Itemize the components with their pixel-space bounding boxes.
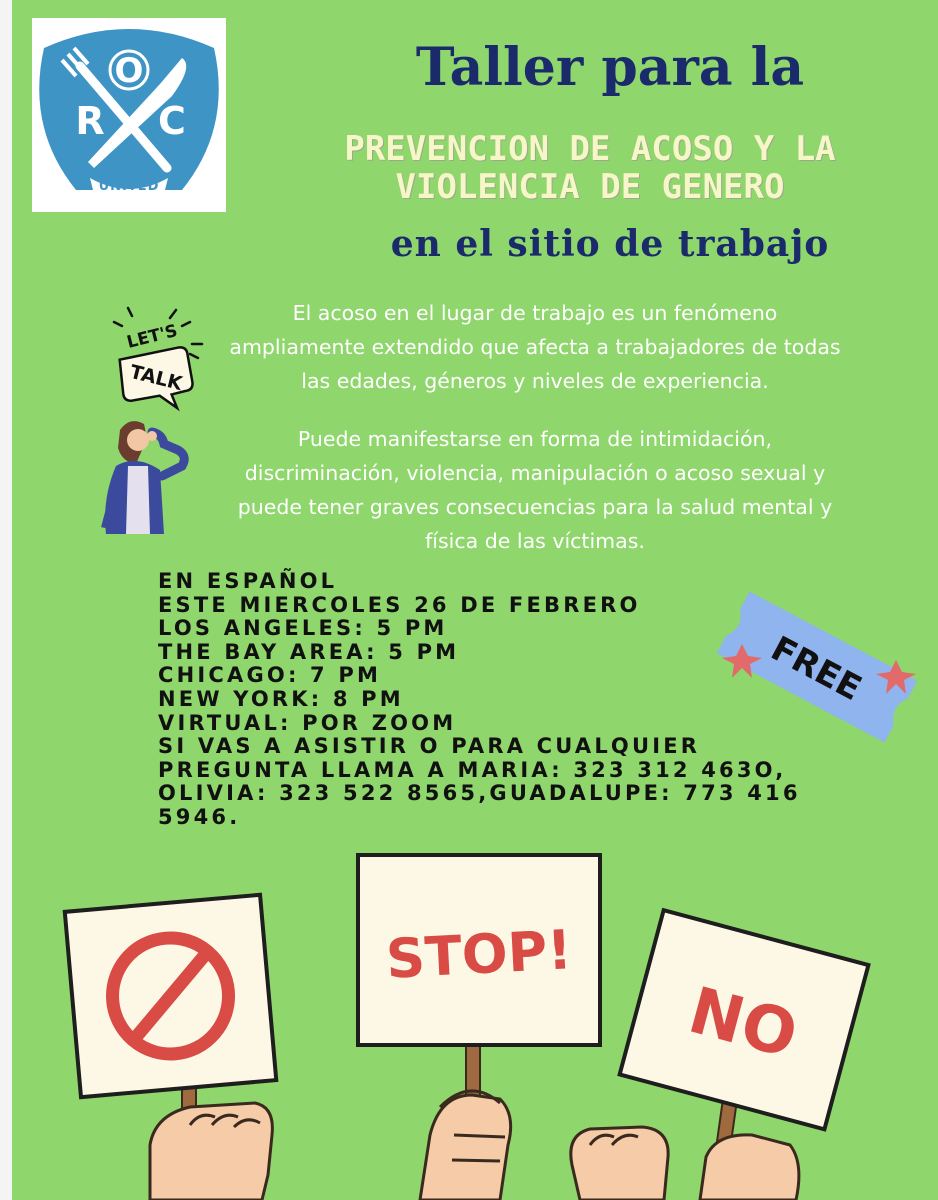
intro-paragraph-1: El acoso en el lugar de trabajo es un fenómeno ampliamente extendido que afecta a trabajadores de todas las edades, géneros y niveles de experiencia. — [229, 301, 841, 393]
headline-line-1: Taller para la — [415, 37, 805, 98]
lets-talk-speech-bubble-icon — [108, 300, 218, 420]
free-ticket — [712, 582, 922, 752]
woman-looking-icon — [92, 414, 192, 538]
headline-line-3: en el sitio de trabajo — [390, 223, 830, 265]
details-line: NEW YORK: 8 PM — [158, 686, 404, 711]
stop-text: STOP! — [384, 918, 574, 991]
far-right-fist-icon — [700, 1135, 799, 1200]
right-fist-icon — [571, 1127, 668, 1200]
details-line: OLIVIA: 323 522 8565,GUADALUPE: 773 416 — [158, 781, 801, 806]
talk-text: TALK — [127, 360, 185, 396]
lets-text: LET'S — [124, 321, 180, 353]
free-label: FREE — [764, 628, 868, 709]
no-text: NO — [681, 973, 805, 1074]
details-line: THE BAY AREA: 5 PM — [158, 639, 460, 664]
headline-line-2a: PREVENCION DE ACOSO Y LA — [344, 129, 836, 169]
logo-united-text: UNITED — [98, 179, 160, 194]
logo-letter-r: R — [75, 99, 105, 143]
details-line: EN ESPAÑOL — [158, 569, 338, 593]
middle-sign — [358, 855, 600, 1045]
details-line: 5946. — [158, 804, 241, 829]
left-sign — [65, 895, 276, 1097]
logo-letter-c: C — [158, 99, 186, 143]
protest-signs-illustration — [0, 845, 938, 1200]
roc-united-logo — [32, 18, 226, 212]
details-line: LOS ANGELES: 5 PM — [158, 616, 448, 641]
intro-paragraph-2: Puede manifestarse en forma de intimidación, discriminación, violencia, manipulación o acoso sexual y puede tener graves consecuencias para la salud mental y física de las víctimas. — [237, 427, 833, 553]
headline-line-2b: VIOLENCIA DE GENERO — [395, 167, 785, 207]
middle-hand-icon — [420, 1091, 511, 1200]
details-line: SI VAS A ASISTIR O PARA CUALQUIER — [158, 734, 701, 759]
details-line: ESTE MIERCOLES 26 DE FEBRERO — [158, 592, 641, 617]
left-fist-icon — [150, 1103, 272, 1200]
details-line: PREGUNTA LLAMA A MARIA: 323 312 463O, — [158, 757, 787, 782]
right-sign — [620, 910, 869, 1129]
headline-line-2 — [250, 130, 930, 206]
details-line: VIRTUAL: POR ZOOM — [158, 710, 457, 735]
details-line: CHICAGO: 7 PM — [158, 663, 382, 688]
roc-logo-icon — [32, 18, 226, 212]
logo-letter-o: O — [114, 51, 144, 91]
